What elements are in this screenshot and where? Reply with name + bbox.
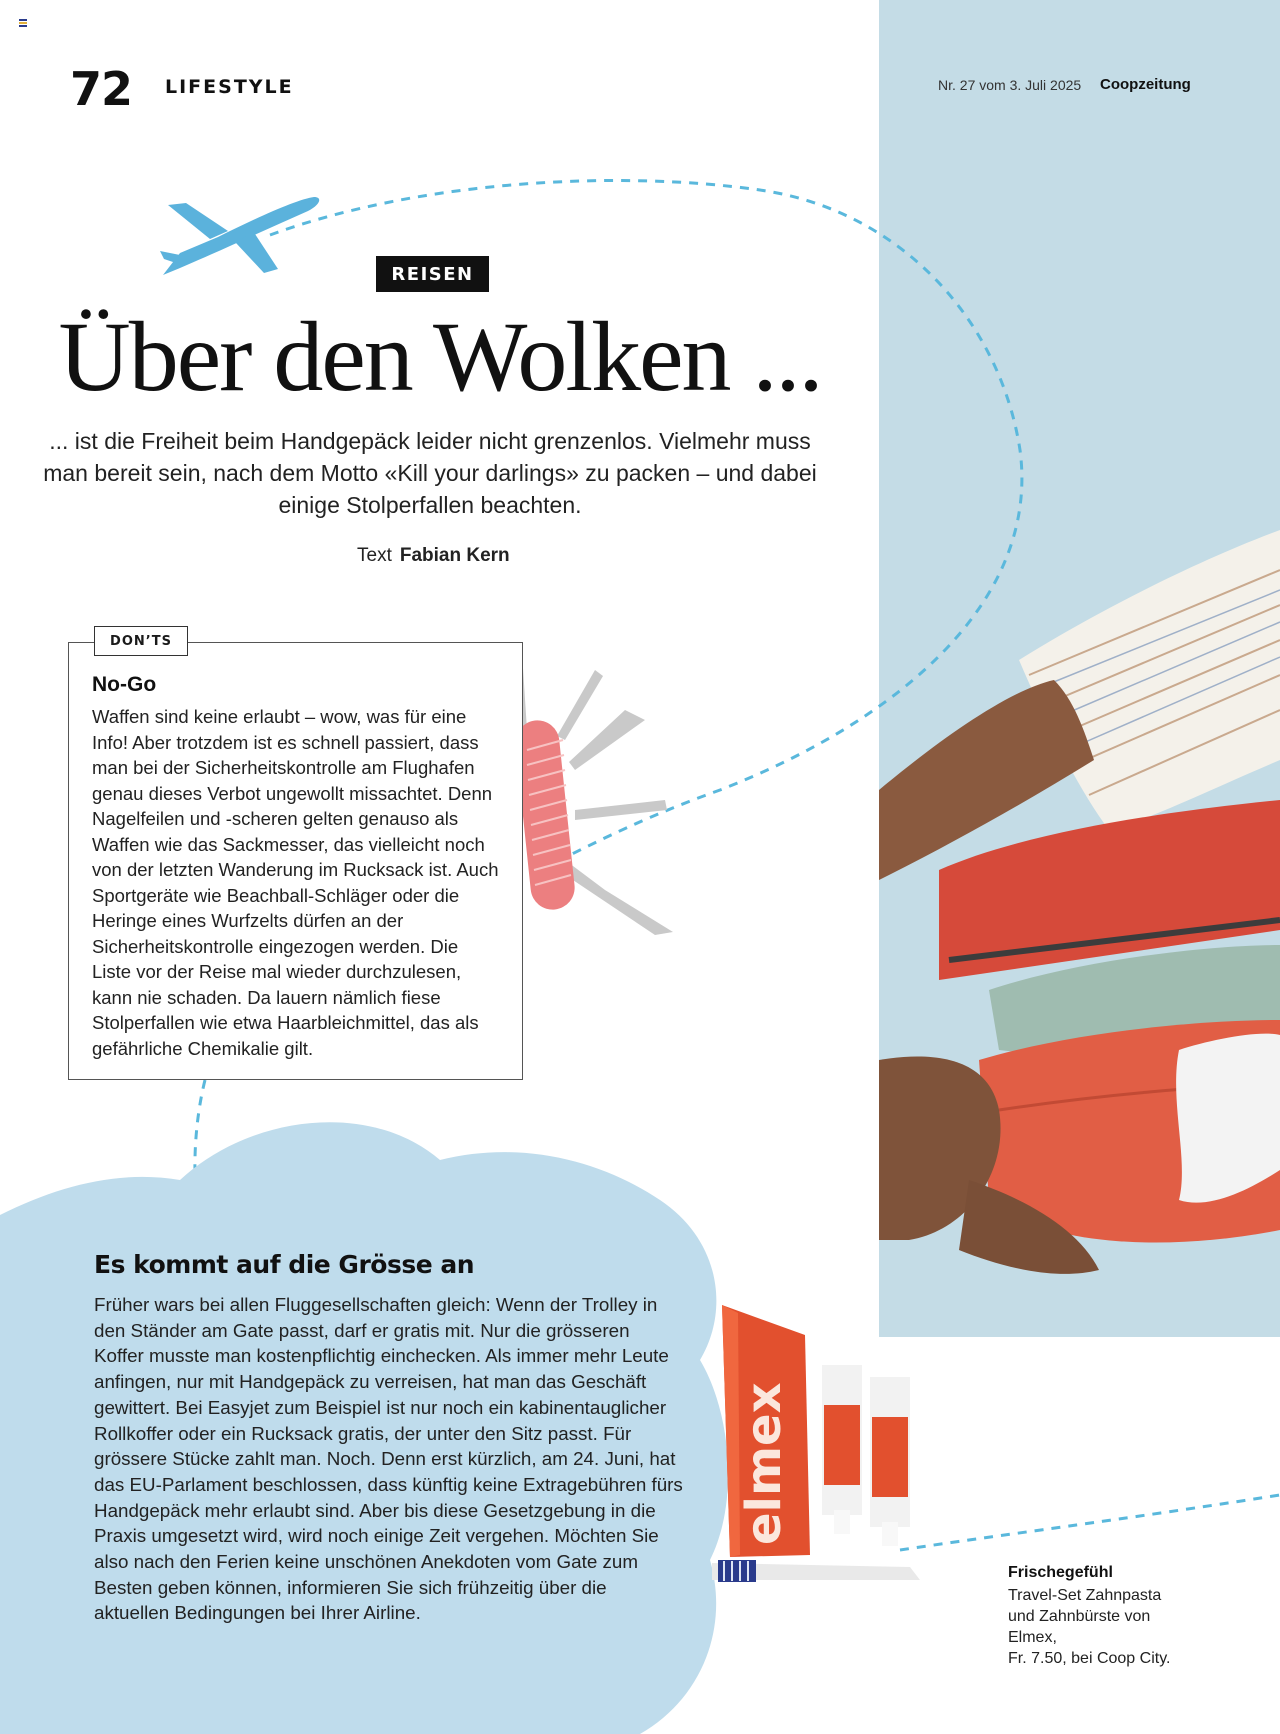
color-marker: [19, 19, 27, 26]
swiss-knife-illustration: [505, 660, 675, 940]
donts-body: Waffen sind keine erlaubt – wow, was für eine Info! Aber trotzdem ist es schnell passiert, dass man bei der Sicherheitskontrolle am Flughafen genau dieses Verbot ungewollt missachtet. Denn Nagelfeilen und -scheren gelten genauso als Waffen wie das Sackmesser, das vielleicht noch von der letzten Wanderung im Rucksack ist. Auch Sportgeräte wie Beachball-Schläger oder die Heringe eines Wurfzelts dürfen an der Sicherheitskontrolle eingezogen werden. Die Liste vor der Reise mal wieder durchzulesen, kann nie schaden. Da lauern nämlich fiese Stolperfallen wie etwa Haarbleichmittel, das als gefährliche Chemikalie gilt.: [92, 706, 499, 1059]
issue-date: Nr. 27 vom 3. Juli 2025: [938, 77, 1082, 93]
headline: Über den Wolken ...: [58, 301, 822, 412]
publication-name: Coopzeitung: [1100, 76, 1191, 93]
byline: [357, 545, 510, 567]
airplane-icon: [158, 193, 323, 281]
product-caption-title: Frischegefühl: [1008, 1564, 1113, 1581]
donts-tag: DON’TS: [94, 626, 188, 656]
elmex-logo: elmex: [736, 1382, 792, 1545]
elmex-travel-set-photo: [710, 1305, 940, 1595]
page-number: 72: [70, 62, 133, 116]
size-box-body: Früher wars bei allen Fluggesellschaften gleich: Wenn der Trolley in den Ständer am Gate passt, darf er gratis mit. Nur die grösseren Koffer musste man kostenpflichtig einchecken. Als immer mehr Leute anfingen, nur mit Handgepäck zu verreisen, hat man das Geschäft gewittert. Bei Easyjet zum Beispiel ist nur noch ein kabinentauglicher Rollkoffer oder ein Rucksack gratis, der unter den Sitz passt. Für grössere Stücke zahlt man. Noch. Denn erst kürzlich, am 24. Juni, hat das EU-Parlament beschlossen, dass künftig keine Extragebühren fürs Handgepäck mehr erlaubt sind. Aber bis diese Gesetzgebung in die Praxis umgesetzt wird, wird noch einige Zeit vergehen. Möchten Sie also nach den Ferien keine unschönen Anekdoten vom Gate zum Besten geben können, informieren Sie sich frühzeitig über die aktuellen Bedingungen bei Ihrer Airline.: [94, 1294, 683, 1624]
byline-author: Fabian Kern: [399, 545, 510, 566]
category-tag: REISEN: [376, 256, 489, 292]
product-caption-body: Travel-Set Zahnpasta und Zahnbürste von Elmex, Fr. 7.50, bei Coop City.: [1008, 1587, 1171, 1667]
section-title: LIFESTYLE: [165, 76, 294, 98]
donts-title: No-Go: [92, 673, 157, 696]
intro-text: ... ist die Freiheit beim Handgepäck leider nicht grenzenlos. Vielmehr muss man bereit sein, nach dem Motto «Kill your darlings» zu packen – und dabei einige Stolperfallen beachten.: [43, 428, 817, 518]
size-box-title: Es kommt auf die Grösse an: [94, 1250, 475, 1279]
byline-label: Text: [357, 545, 392, 566]
